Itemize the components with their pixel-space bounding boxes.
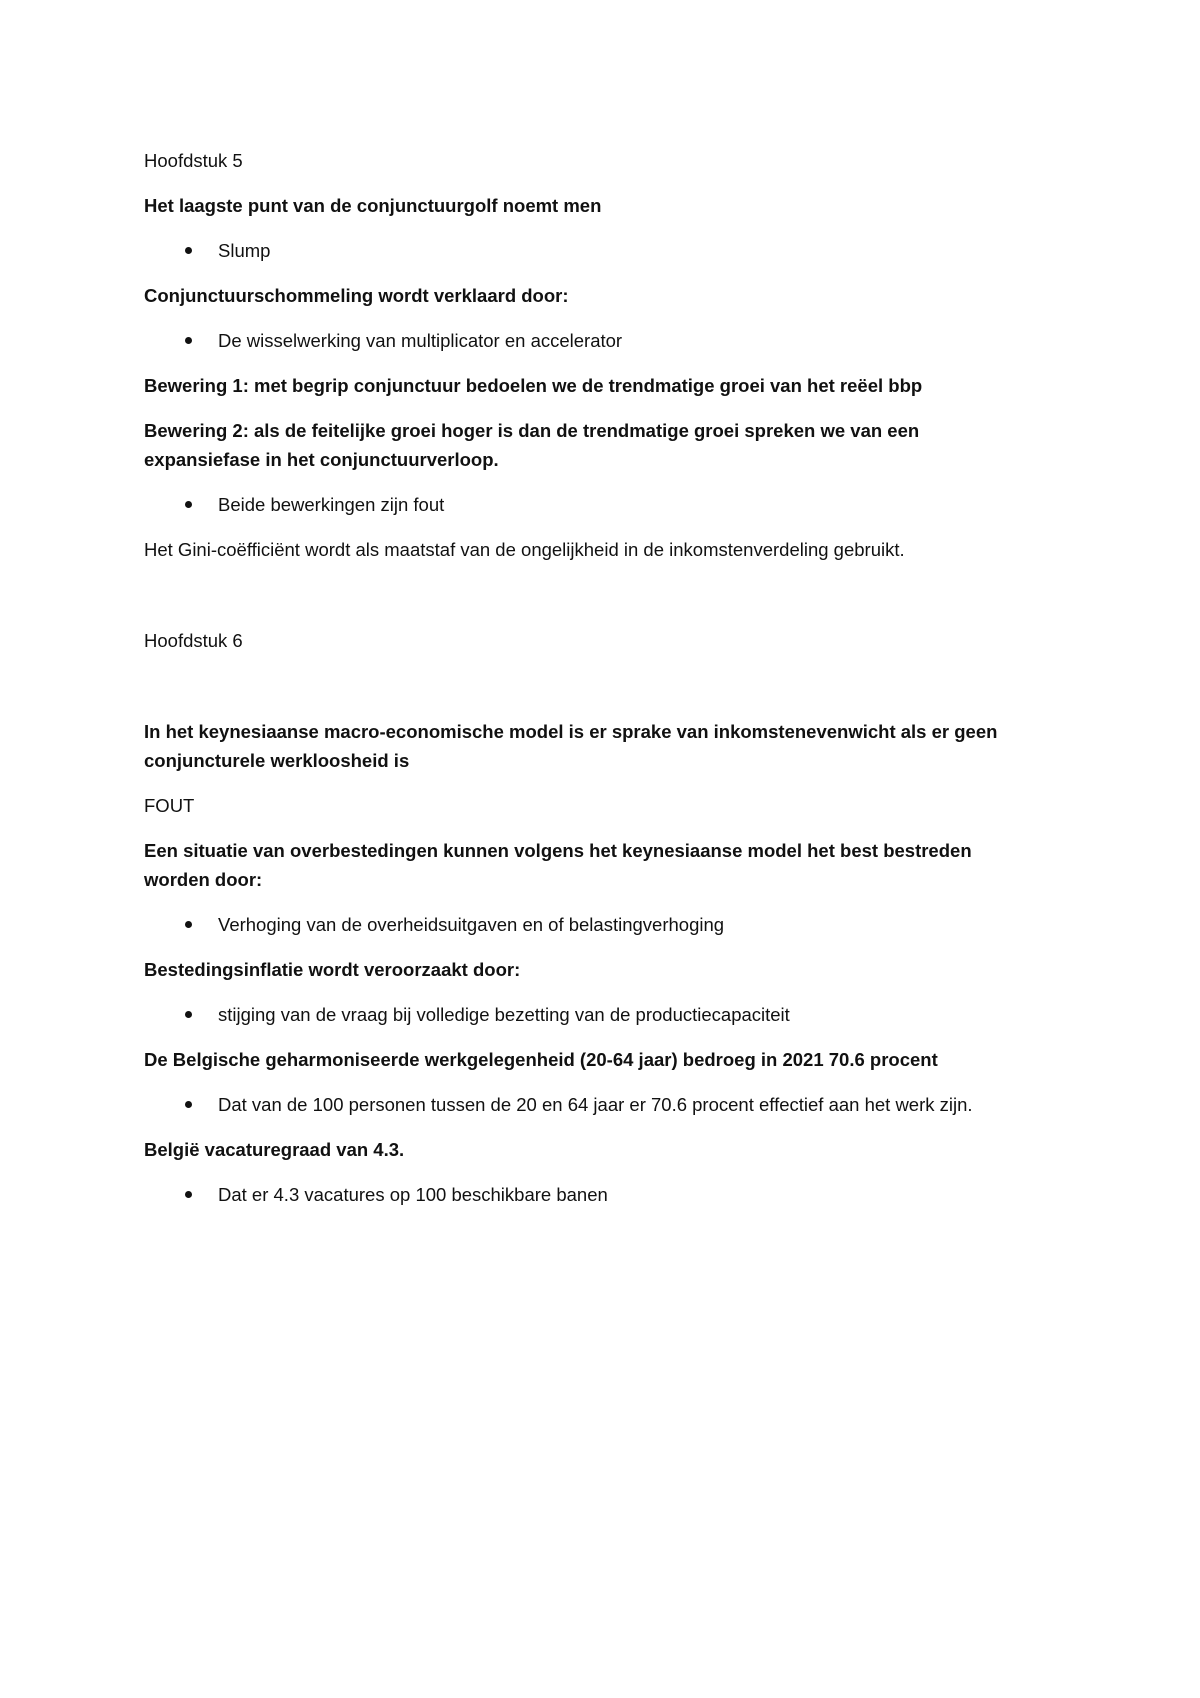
bullet-icon [185,1101,192,1108]
document-body [144,146,1064,1209]
statement-2-line-2: expansiefase in het conjunctuurverloop. [144,449,499,470]
question-lowest-point: Het laagste punt van de conjunctuurgolf noemt men [144,195,602,216]
list-item [144,910,1064,939]
list-item [144,236,1064,265]
question-overspending [144,836,1064,894]
answer-government-spending: Verhoging van de overheidsuitgaven en of belastingverhoging [218,914,725,935]
chapter-6-heading: Hoofdstuk 6 [144,630,243,651]
statement-2 [144,416,1064,474]
list-item [144,1090,1064,1119]
answer-multiplier-accelerator: De wisselwerking van multiplicator en accelerator [218,330,623,351]
question-keynesian-equilibrium [144,717,1064,775]
bullet-icon [185,1191,192,1198]
answer-demand-increase: stijging van de vraag bij volledige bezetting van de productiecapaciteit [218,1004,790,1025]
chapter-5-heading: Hoofdstuk 5 [144,150,243,171]
answer-employment: Dat van de 100 personen tussen de 20 en 64 jaar er 70.6 procent effectief aan het werk zijn. [218,1094,973,1115]
bullet-icon [185,921,192,928]
gini-paragraph: Het Gini-coëfficiënt wordt als maatstaf van de ongelijkheid in de inkomstenverdeling gebruikt. [144,539,905,560]
bullet-icon [185,1011,192,1018]
question-business-cycle: Conjunctuurschommeling wordt verklaard door: [144,285,569,306]
list-item [144,1000,1064,1029]
bullet-icon [185,501,192,508]
statement-2-line-1: Bewering 2: als de feitelijke groei hoger is dan de trendmatige groei spreken we van een [144,420,920,441]
bullet-icon [185,247,192,254]
question-employment-rate: De Belgische geharmoniseerde werkgelegenheid (20-64 jaar) bedroeg in 2021 70.6 procent [144,1049,938,1070]
statement-1: Bewering 1: met begrip conjunctuur bedoelen we de trendmatige groei van het reëel bbp [144,375,923,396]
bullet-icon [185,337,192,344]
list-item [144,1180,1064,1209]
question-overspending-line-1: Een situatie van overbestedingen kunnen volgens het keynesiaanse model het best bestreden [144,840,972,861]
answer-fout: FOUT [144,795,195,816]
answer-slump: Slump [218,240,271,261]
question-keynesian-line-1: In het keynesiaanse macro-economische model is er sprake van inkomstenevenwicht als er geen [144,721,998,742]
answer-vacancies: Dat er 4.3 vacatures op 100 beschikbare banen [218,1184,608,1205]
question-spending-inflation: Bestedingsinflatie wordt veroorzaakt door: [144,959,521,980]
answer-both-false: Beide bewerkingen zijn fout [218,494,445,515]
question-vacancy-rate: België vacaturegraad van 4.3. [144,1139,405,1160]
question-overspending-line-2: worden door: [144,869,263,890]
question-keynesian-line-2: conjuncturele werkloosheid is [144,750,410,771]
list-item [144,490,1064,519]
list-item [144,326,1064,355]
